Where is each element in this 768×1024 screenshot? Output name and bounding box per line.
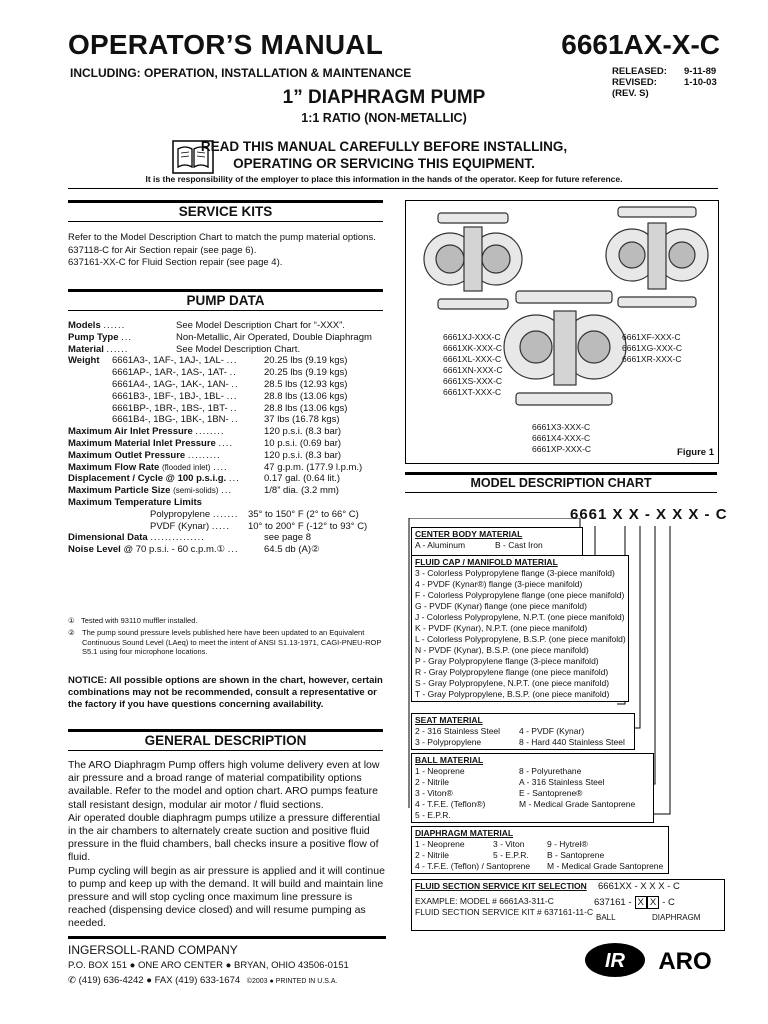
spec-row: Maximum Flow Rate (flooded inlet) .... 47 g.p.m. (177.9 l.p.m.) [68, 461, 363, 473]
read-manual-line-1: READ THIS MANUAL CAREFULLY BEFORE INSTALLING, [200, 139, 568, 154]
released-label: RELEASED: [612, 66, 667, 77]
spec-row: Maximum Material Inlet Pressure .... 10 p.s.i. (0.69 bar) [68, 437, 342, 449]
model-number: 6661AX-X-C [561, 29, 720, 60]
diaphragm-material-box: DIAPHRAGM MATERIAL 1 - Neoprene 3 - Viton 9 - Hytrel® 2 - Nitrile 5 - E.P.R. B - Santoprene 4 - T.F.E. (Teflon) / Santoprene M - Medical Grade Santoprene [411, 826, 669, 874]
temp-row: PVDF (Kynar) ..... 10° to 200° F (-12° to 93° C) [150, 520, 368, 532]
footnote-1: ① Tested with 93110 muffler installed. [68, 616, 198, 625]
weight-row: 6661B3-, 1BF-, 1BJ-, 1BL- ... 28.8 lbs (13.06 kgs) [112, 390, 348, 402]
figure-labels-left: 6661XJ-XXX-C 6661XK-XXX-C 6661XL-XXX-C 6661XN-XXX-C 6661XS-XXX-C 6661XT-XXX-C [443, 332, 503, 397]
spec-row-models: Models ...... See Model Description Chart for “-XXX”. [68, 320, 345, 331]
spec-row: Maximum Outlet Pressure ......... 120 p.s.i. (8.3 bar) [68, 449, 342, 461]
spec-row: Maximum Air Inlet Pressure ........ 120 p.s.i. (8.3 bar) [68, 426, 342, 438]
revised-label: REVISED: [612, 77, 657, 88]
weight-row: 6661A4-, 1AG-, 1AK-, 1AN- .. 28.5 lbs (12.93 kgs) [112, 378, 348, 390]
service-kits-line: 637161-XX-C for Fluid Section repair (see page 4). [68, 257, 283, 268]
spec-row-dimensional: Dimensional Data ............... see page 8 [68, 532, 312, 544]
service-kits-heading: SERVICE KITS [68, 200, 383, 222]
weight-row: Weight 6661A3-, 1AF-, 1AJ-, 1AL- ... 20.25 lbs (9.19 kgs) [68, 355, 348, 367]
pump-illustration-right [606, 207, 708, 307]
pump-ratio: 1:1 RATIO (NON-METALLIC) [301, 111, 467, 125]
pump-data-heading: PUMP DATA [68, 289, 383, 311]
general-description-text [68, 759, 386, 931]
company-phone: ✆ (419) 636-4242 ● FAX (419) 633-1674 ©2003 ● PRINTED IN U.S.A. [68, 975, 338, 986]
company-address: P.O. BOX 151 ● ONE ARO CENTER ● BRYAN, OHIO 43506-0151 [68, 960, 349, 971]
pump-illustration-center [504, 291, 626, 405]
figure-labels-bottom: 6661X3-XXX-C 6661X4-XXX-C 6661XP-XXX-C [532, 422, 592, 454]
spec-row-noise: Noise Level @ 70 p.s.i. - 60 c.p.m.① ... 64.5 db (A)② [68, 544, 320, 556]
manual-subtitle: INCLUDING: OPERATION, INSTALLATION & MAINTENANCE [70, 66, 412, 80]
service-kits-text [68, 232, 383, 270]
temp-row: Polypropylene ....... 35° to 150° F (2° to 66° C) [150, 508, 359, 520]
weight-row: 6661AP-, 1AR-, 1AS-, 1AT- .. 20.25 lbs (9.19 kgs) [112, 367, 348, 379]
kit-number-boxes: 637161 - X X - C [594, 897, 675, 908]
description-paragraph: Pump cycling will begin as air pressure is applied and it will continue to pump and keep up with the demand. It will build and maintain line pressure and will stop cycling once maximum line pressure is reached (dispensing device closed) and will resume pumping as needed. [68, 864, 385, 930]
seat-material-box: SEAT MATERIAL 2 - 316 Stainless Steel 4 - PVDF (Kynar) 3 - Polypropylene 8 - Hard 440 Stainless Steel [411, 713, 635, 750]
kit-diaphragm-label: DIAPHRAGM [652, 913, 701, 922]
logo-ir-text: IR [605, 950, 625, 972]
pump-illustration-left [424, 213, 522, 309]
company-name: INGERSOLL-RAND COMPANY [68, 943, 238, 957]
center-body-material-box: CENTER BODY MATERIAL A - Aluminum B - Cast Iron [411, 527, 583, 556]
spec-row-material: Material ...... See Model Description Chart. [68, 343, 301, 355]
weight-row: 6661BP-, 1BR-, 1BS-, 1BT- .. 28.8 lbs (13.06 kgs) [112, 402, 348, 414]
logo-aro-text: ARO [658, 948, 712, 975]
fluid-section-kit-box: FLUID SECTION SERVICE KIT SELECTION EXAMPLE: MODEL # 6661A3-311-C FLUID SECTION SERVICE KIT # 637161-11-C 6661XX - X X X - C 637161 - X X - C BALL DIAPHRAGM [411, 879, 725, 931]
header-divider [68, 188, 718, 189]
ingersoll-rand-aro-logo [583, 940, 723, 980]
kit-pattern: 6661XX - X X X - C [598, 881, 680, 892]
weight-row: 6661B4-, 1BG-, 1BK-, 1BN- .. 37 lbs (16.78 kgs) [112, 414, 340, 426]
figure-labels-right: 6661XF-XXX-C 6661XG-XXX-C 6661XR-XXX-C [622, 332, 682, 364]
service-kits-line: Refer to the Model Description Chart to match the pump material options. [68, 232, 376, 243]
kit-ball-label: BALL [596, 913, 616, 922]
manual-title: OPERATOR’S MANUAL [68, 29, 384, 60]
phone-icon: ✆ [68, 975, 76, 986]
spec-row: Maximum Temperature Limits [68, 496, 202, 508]
ball-material-box: BALL MATERIAL 1 - Neoprene 8 - Polyurethane 2 - Nitrile A - 316 Stainless Steel 3 - Viton® E - Santoprene® 4 - T.F.E. (Teflon®) M - Medical Grade Santoprene 5 - E.P.R. [411, 753, 654, 823]
copyright: ©2003 ● PRINTED IN U.S.A. [246, 978, 338, 985]
service-kits-line: 637118-C for Air Section repair (see page 6). [68, 244, 257, 256]
model-code-pattern: 6661 X X - X X X - C [570, 506, 728, 523]
spec-row: Maximum Particle Size (semi-solids) ... 1/8” dia. (3.2 mm) [68, 485, 339, 497]
revision-code: (REV. S) [612, 88, 649, 99]
employer-note: It is the responsibility of the employer to place this information in the hands of the operator. Keep for future reference. [145, 174, 623, 184]
general-description-heading: GENERAL DESCRIPTION [68, 729, 383, 751]
availability-notice: NOTICE: All possible options are shown in the chart, however, certain combinations may not be recommended, consult a representative or the factory if you have questions concerning availability. [68, 675, 383, 710]
company-block [68, 936, 386, 988]
spec-row-pump-type: Pump Type ... Non-Metallic, Air Operated, Double Diaphragm [68, 331, 372, 343]
model-chart-heading: MODEL DESCRIPTION CHART [405, 472, 717, 493]
description-paragraph: Air operated double diaphragm pumps utilize a pressure differential in the air chambers to alternately create suction and positive fluid pressure in the fluid chambers, ball checks insure a positive flow of fluid. [68, 811, 381, 864]
read-manual-line-2: OPERATING OR SERVICING THIS EQUIPMENT. [233, 156, 535, 171]
spec-row: Displacement / Cycle @ 100 p.s.i.g. ... 0.17 gal. (0.64 lit.) [68, 473, 341, 485]
pump-data-specs [68, 320, 388, 556]
released-date: 9-11-89 [684, 66, 717, 77]
figure-1-box [405, 200, 719, 464]
pump-title: 1” DIAPHRAGM PUMP [282, 87, 486, 108]
footnote-2: ② The pump sound pressure levels published here have been updated to an Equivalent Continuous Sound Level (LAeq) to meet the intent of ANSI S1.13-1971, CAGI-PNEU-ROP S5.1 using four microphone locations. [68, 628, 382, 656]
fluid-cap-manifold-box: FLUID CAP / MANIFOLD MATERIAL 3 - Colorless Polypropylene flange (3-piece manifold) 4 - PVDF (Kynar®) flange (3-piece manifold) F - Colorless Polypropylene flange (one piece manifold) G - PVDF (Kynar) flange (one piece manifold) J - Colorless Polypropylene, N.P.T. (one piece manifold) K - PVDF (Kynar), N.P.T. (one piece manifold) L - Colorless Polypropylene, B.S.P. (one piece manifold) N - PVDF (Kynar), B.S.P. (one piece manifold) P - Gray Polypropylene flange (3-piece manifold) R - Gray Polypropylene flange (one piece manifold) S - Gray Polypropylene, N.P.T. (one piece manifold) T - Gray Polypropylene, B.S.P. (one piece manifold) [411, 555, 629, 702]
description-paragraph: The ARO Diaphragm Pump offers high volume delivery even at low air pressure and a broad range of material compatibility options available. Refer to the model and option chart. ARO pumps feature stall resistant design, modular air motor / fluid sections. [68, 759, 380, 811]
figure-caption: Figure 1 [677, 447, 714, 458]
revised-date: 1-10-03 [684, 77, 717, 88]
